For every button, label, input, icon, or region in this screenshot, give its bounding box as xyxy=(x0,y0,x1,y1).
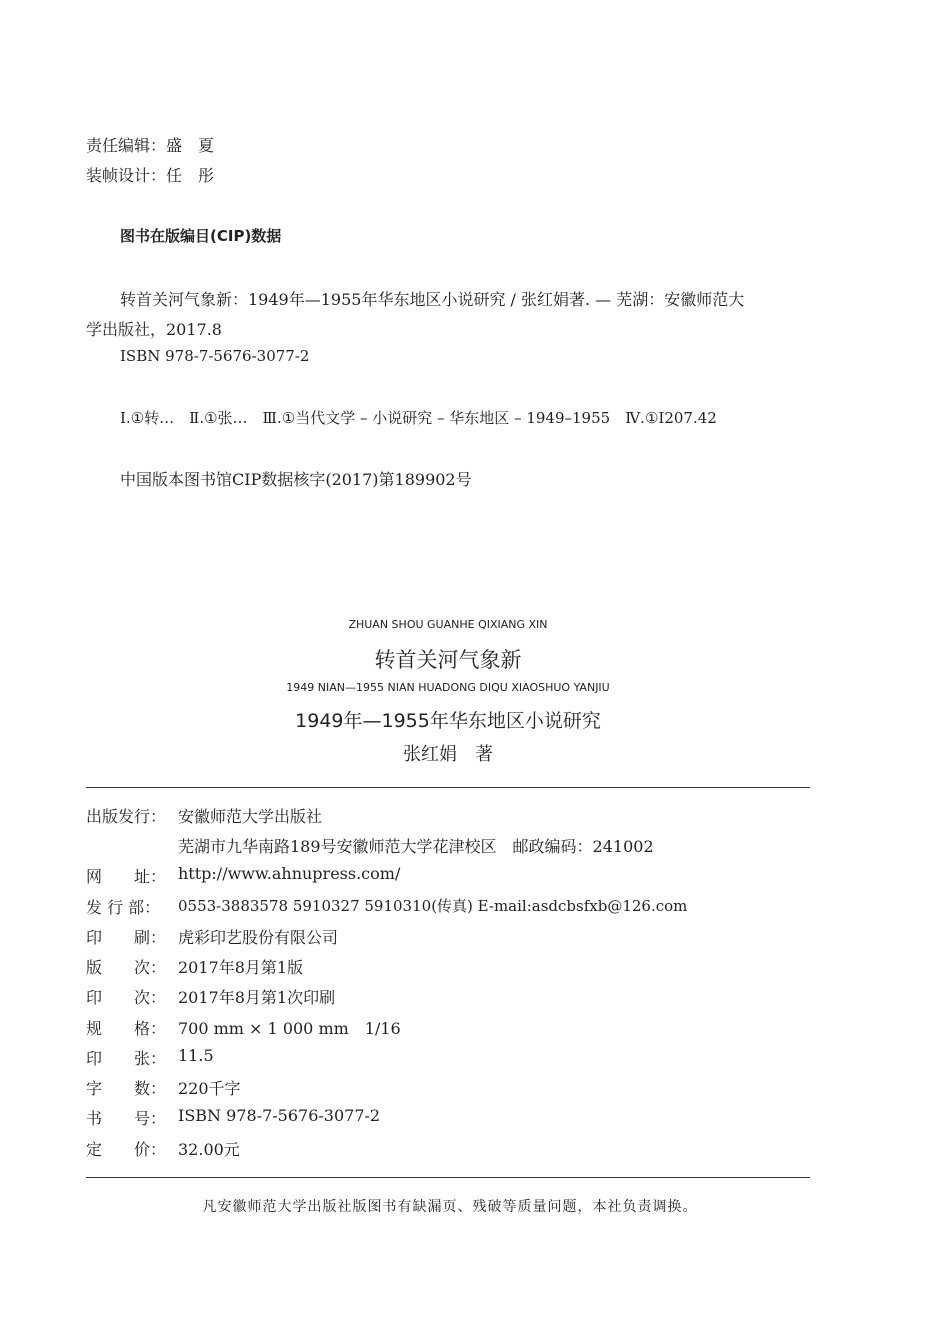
detail-value: 虎彩印艺股份有限公司 xyxy=(178,928,339,947)
cip-entry-line1: 转首关河气象新：1949年—1955年华东地区小说研究 / 张红娟著. — 芜湖：安徽师范大 xyxy=(120,290,745,309)
designer-credit: 装帧设计：任 彤 xyxy=(86,166,215,185)
book-subtitle: 1949年—1955年华东地区小说研究 xyxy=(295,710,601,732)
detail-label: 网 址： xyxy=(86,867,167,886)
detail-label: 印 张： xyxy=(86,1049,167,1068)
cip-heading: 图书在版编目(CIP)数据 xyxy=(120,227,282,245)
detail-value: 11.5 xyxy=(178,1046,214,1065)
book-author: 张红娟 著 xyxy=(403,744,493,765)
cip-classification: Ⅰ.①转… Ⅱ.①张… Ⅲ.①当代文学 – 小说研究 – 华东地区 – 1949–1955 Ⅳ.①I207.42 xyxy=(120,409,717,427)
publisher-address: 芜湖市九华南路189号安徽师范大学花津校区 邮政编码：241002 xyxy=(178,837,654,856)
detail-row-sheets xyxy=(86,1046,214,1069)
book-title: 转首关河气象新 xyxy=(374,648,522,672)
detail-label: 印 次： xyxy=(86,988,167,1007)
detail-label: 版 次： xyxy=(86,958,167,977)
detail-row-printer xyxy=(86,925,338,948)
detail-label: 印 刷： xyxy=(86,928,167,947)
detail-label: 发 行 部： xyxy=(86,898,161,917)
detail-label: 定 价： xyxy=(86,1140,167,1159)
detail-value: http://www.ahnupress.com/ xyxy=(178,864,401,883)
cip-isbn: ISBN 978-7-5676-3077-2 xyxy=(120,347,310,365)
detail-value: 2017年8月第1次印刷 xyxy=(178,988,336,1007)
detail-row-wordcount xyxy=(86,1076,241,1099)
cip-entry-line2: 学出版社，2017.8 xyxy=(86,320,222,339)
footer-notice: 凡安徽师范大学出版社版图书有缺漏页、残破等质量问题，本社负责调换。 xyxy=(202,1199,698,1215)
detail-row-website xyxy=(86,864,400,887)
detail-value: 0553-3883578 5910327 5910310(传真) E-mail:asdcbsfxb@126.com xyxy=(178,897,688,915)
detail-row-price xyxy=(86,1137,240,1160)
pinyin-title: ZHUAN SHOU GUANHE QIXIANG XIN xyxy=(348,618,548,631)
publisher-label: 出版发行： xyxy=(86,807,167,826)
detail-row-distribution xyxy=(86,895,687,918)
detail-value: 2017年8月第1版 xyxy=(178,958,304,977)
publisher-value: 安徽师范大学出版社 xyxy=(178,807,323,826)
detail-row-isbn xyxy=(86,1106,380,1129)
publisher-row xyxy=(86,804,322,827)
detail-value: 700 mm × 1 000 mm 1/16 xyxy=(178,1019,401,1038)
top-divider xyxy=(86,787,810,788)
editor-credit: 责任编辑：盛 夏 xyxy=(86,136,215,155)
detail-value: 220千字 xyxy=(178,1079,241,1098)
detail-label: 书 号： xyxy=(86,1109,167,1128)
detail-value: ISBN 978-7-5676-3077-2 xyxy=(178,1106,381,1125)
cip-verification: 中国版本图书馆CIP数据核字(2017)第189902号 xyxy=(120,470,472,489)
detail-label: 字 数： xyxy=(86,1079,167,1098)
address-row xyxy=(86,834,654,857)
detail-label: 规 格： xyxy=(86,1019,167,1038)
pinyin-subtitle: 1949 NIAN—1955 NIAN HUADONG DIQU XIAOSHUO YANJIU xyxy=(286,681,610,694)
detail-row-format xyxy=(86,1016,401,1039)
detail-value: 32.00元 xyxy=(178,1140,240,1159)
bottom-divider xyxy=(86,1177,810,1178)
detail-row-edition xyxy=(86,955,303,978)
detail-row-printing xyxy=(86,985,335,1008)
